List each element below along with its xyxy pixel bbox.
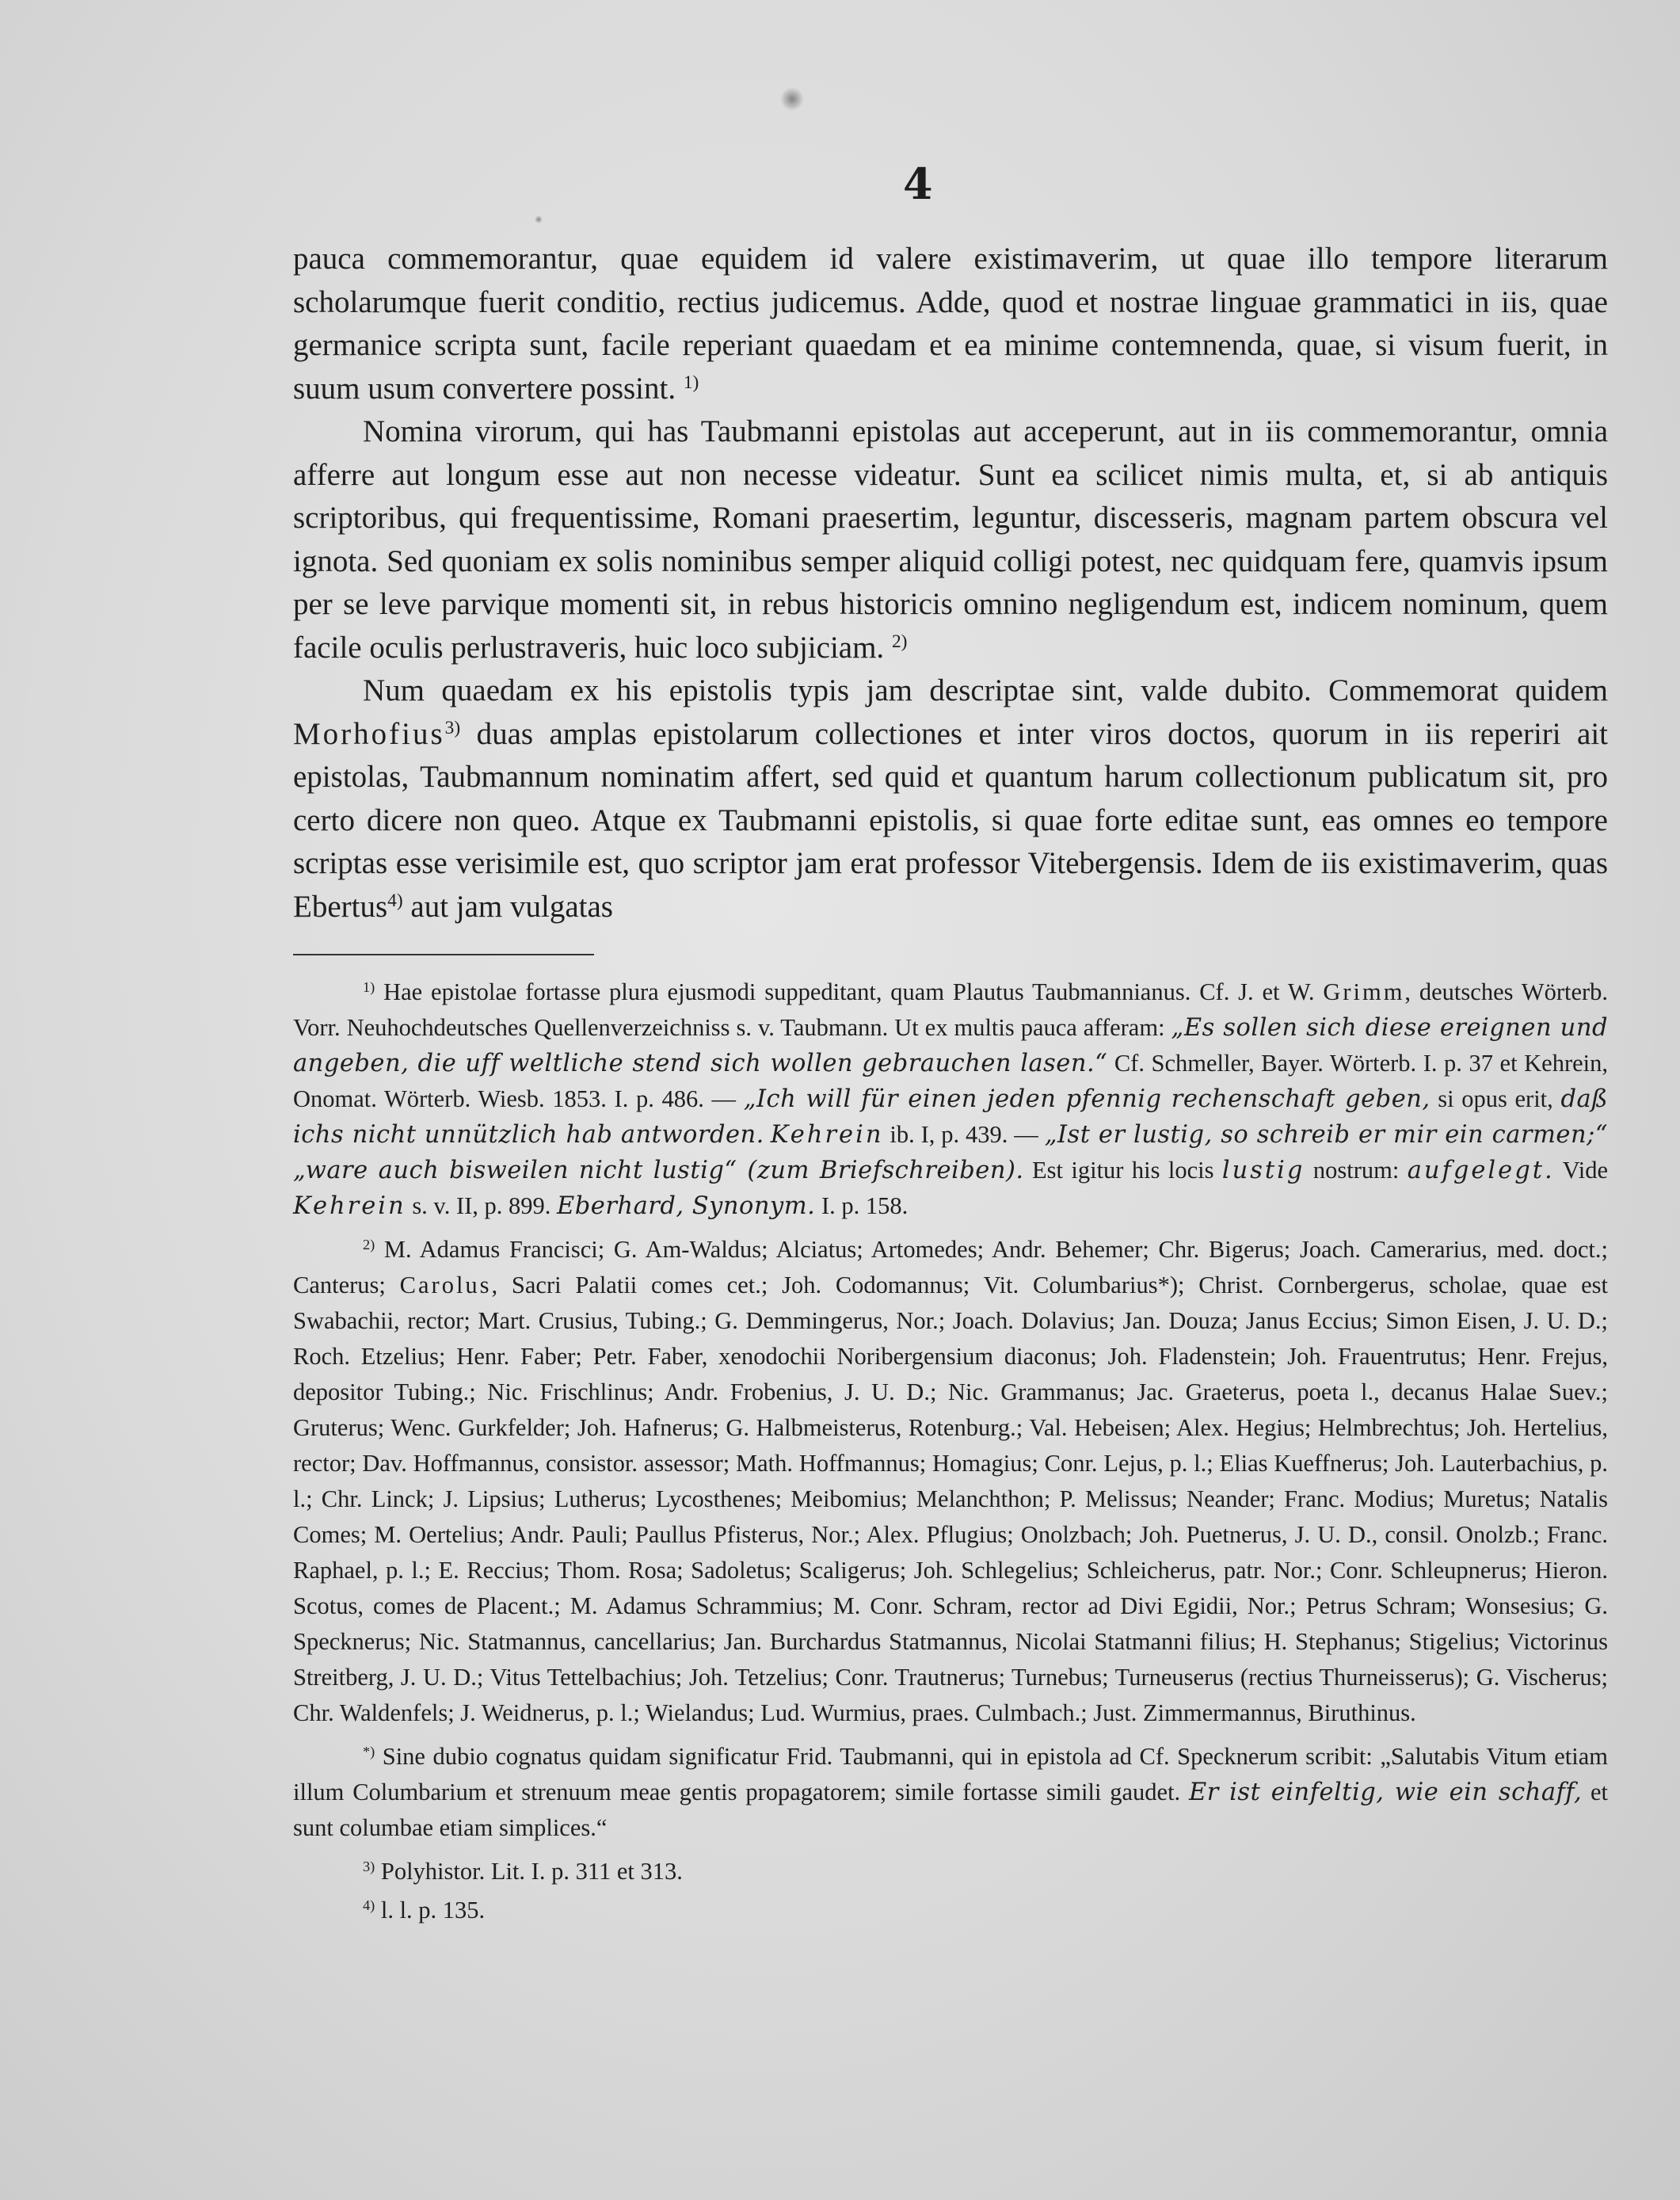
main-text [293,238,1608,928]
footnote-ref-3: 3) [444,717,461,738]
footnote-star-text-a: Sine dubio cognatus quidam significatur Frid. Taubmanni, qui in epistola ad Cf. Specknerum scribit: „Salutabis Vitum etiam illum Columbarium et strenuum meae gentis propagatorem; simile fortasse simili gaudet. [293,1743,1609,1805]
footnote-1-text-e: ib. I, p. 439. — [890,1121,1038,1148]
footnote-1-mark: 1) [363,978,375,995]
ink-speck [535,215,543,223]
footnote-4-text: l. l. p. 135. [380,1897,486,1924]
footnote-1-quote-2: „Ich will für einen jeden pfennig rechenschaft geben, [743,1085,1430,1113]
paragraph-1 [293,238,1608,410]
footnote-ref-1: 1) [683,372,699,393]
footnote-1-text-j: I. p. 158. [821,1192,909,1219]
footnote-1-text-f: Est igitur his locis [1032,1157,1214,1184]
footnote-1-quote-3: daß ichs nicht unnützlich hab antworden. [293,1085,1609,1149]
footnote-1-quote-1: „Es sollen sich diese ereignen und angeben, die uff weltliche stend sich wollen gebrauchen lasen.“ [293,1014,1608,1077]
footnote-1-text-c: Cf. Schmeller, Bayer. Wörterb. I. p. 37 et Kehrein, Onomat. Wörterb. Wiesb. 1853. I. p. 486. — [293,1050,1608,1112]
footnote-1-eberhard: Eberhard, Synonym. [557,1192,816,1220]
paragraph-3 [293,669,1608,928]
footnote-1-quote-5: lustig [1221,1157,1305,1184]
footnote-1-quote-4: „Ist er lustig, so schreib er mir ein carmen;“ „ware auch bisweilen nicht lustig“ (zum Briefschreiben). [293,1121,1608,1184]
paragraph-2-text: Nomina virorum, qui has Taubmanni epistolas aut acceperunt, aut in iis commemorantur, omnia afferre aut longum esse aut non necesse videatur. Sunt ea scilicet nimis multa, et, si ab antiquis scriptoribus, qui frequentissime, Romani praesertim, leguntur, discesseris, magnam partem obscura vel ignota. Sed quoniam ex solis nominibus semper aliquid colligi potest, nec quidquam fere, quamvis ipsum per se leve parvique momenti sit, in rebus historicis omnino negligendum est, indicem nominum, quem facile oculis perlustraveris, huic loco subjiciam. [293,414,1608,665]
paragraph-2 [293,410,1608,669]
footnote-1-kehrein-2: Kehrein [293,1192,406,1220]
footnote-2-carolus: Carolus [399,1272,492,1298]
paragraph-3-text-c: aut jam vulgatas [410,889,613,924]
footnote-1-grimm: Grimm [1323,978,1405,1005]
footnote-ref-4: 4) [387,890,403,911]
footnote-star-mark: *) [363,1743,375,1760]
footnote-3-mark: 3) [363,1858,375,1874]
footnote-star-text-b: et sunt columbae etiam simplices.“ [293,1779,1608,1841]
footnote-1-text-g: nostrum: [1312,1157,1400,1184]
footnote-3 [293,1854,1608,1889]
footnote-4 [293,1893,1608,1928]
footnote-4-mark: 4) [363,1897,375,1913]
footnote-divider [293,954,594,955]
footnote-ref-2: 2) [891,631,908,652]
footnote-1-text-i: s. v. II, p. 899. [412,1192,551,1219]
paragraph-3-text-a: Num quaedam ex his epistolis typis jam descriptae sint, valde dubito. Commemorat quidem [363,673,1608,707]
footnote-2-mark: 2) [363,1236,375,1253]
footnote-2-text-b: , Sacri Palatii comes cet.; Joh. Codomannus; Vit. Columbarius*); Christ. Cornbergerus, scholae, quae est Swabachii, rector; Mart. Crusius, Tubing.; G. Demmingerus, Nor.; Joach. Dolavius; Jan. Douza; Janus Eccius; Simon Eisen, J. U. D.; Roch. Etzelius; Henr. Faber; Petr. Faber, xenodochii Noribergensium diaconus; Joh. Fladenstein; Joh. Frauentrutus; Henr. Frejus, depositor Tubing.; Nic. Frischlinus; Andr. Frobenius, J. U. D.; Nic. Grammanus; Jac. Graeterus, poeta l., decanus Halae Suev.; Gruterus; Wenc. Gurkfelder; Joh. Hafnerus; G. Halbmeisterus, Rotenburg.; Val. Hebeisen; Alex. Hegius; Helmbrechtus; Joh. Hertelius, rector; Dav. Hoffmannus, consistor. assessor; Math. Hoffmannus; Homagius; Conr. Lejus, p. l.; Elias Kueffnerus; Joh. Lauterbachius, p. l.; Chr. Linck; J. Lipsius; Lutherus; Lycosthenes; Meibomius; Melanchthon; P. Melissus; Neander; Franc. Modius; Muretus; Natalis Comes; M. Oertelius; Andr. Pauli; Paullus Pfisterus, Nor.; Alex. Pflugius; Onolzbach; Joh. Puetnerus, J. U. D., consil. Onolzb.; Franc. Raphael, p. l.; E. Reccius; Thom. Rosa; Sadoletus; Scaligerus; Joh. Schlegelius; Schleicherus, patr. Nor.; Conr. Schleupnerus; Hieron. Scotus, comes de Placent.; M. Adamus Schrammius; M. Conr. Schram, rector ad Divi Egidii, Nor.; Petrus Schram; Wonsesius; G. Specknerus; Nic. Statmannus, cancellarius; Jan. Burchardus Statmannus, Nicolai Statmanni filius; H. Stephanus; Stigelius; Victorinus Streitberg, J. U. D.; Vitus Tettelbachius; Joh. Tetzelius; Conr. Trautnerus; Turnebus; Turneuserus (rectius Thurneisserus); G. Vischerus; Chr. Waldenfels; J. Weidnerus, p. l.; Wielandus; Lud. Wurmius, praes. Culmbach.; Just. Zimmermannus, Biruthinus. [293,1272,1609,1726]
footnote-1-quote-6: aufgelegt. [1407,1157,1555,1184]
footnote-1-kehrein-1: Kehrein [770,1121,884,1149]
footnote-1-text-d: si opus erit, [1438,1085,1553,1112]
page-number: 4 [903,158,933,209]
footnote-2-text-a: M. Adamus Francisci; G. Am-Waldus; Alciatus; Artomedes; Andr. Behemer; Chr. Bigerus; Joach. Camerarius, med. doct.; Canterus; [293,1236,1608,1298]
footnote-2 [293,1232,1608,1731]
footnote-1 [293,974,1608,1224]
ink-smudge [780,87,804,111]
footnote-1-text-h: Vide [1562,1157,1609,1184]
paragraph-3-text-b: duas amplas epistolarum collectiones et inter viros doctos, quorum in iis reperiri ait epistolas, Taubmannum nominatim affert, sed quid et quantum harum collectionum publicatum sit, pro certo dicere non queo. Atque ex Taubmanni epistolis, si quae forte editae sunt, eas omnes eo tempore scriptas esse verisimile est, quo scriptor jam erat professor Vitebergensis. Idem de iis existimaverim, quas Ebertus [293,716,1608,924]
footnote-1-text-a: Hae epistolae fortasse plura ejusmodi suppeditant, quam Plautus Taubmannianus. Cf. J. et W. [383,978,1315,1005]
name-morhofius: Morhofius [293,716,445,751]
footnotes [293,974,1608,1931]
paragraph-1-text: pauca commemorantur, quae equidem id valere existimaverim, ut quae illo tempore literarum scholarumque fuerit conditio, rectius judicemus. Adde, quod et nostrae linguae grammatici in iis, quae germanice scripta sunt, facile reperiant quaedam et ea minime contemnenda, quae, si visum fuerit, in suum usum convertere possint. [293,242,1608,406]
footnote-star [293,1739,1608,1846]
footnote-3-text: Polyhistor. Lit. I. p. 311 et 313. [380,1858,683,1885]
footnote-1-text-b: , deutsches Wörterb. Vorr. Neuhochdeutsches Quellenverzeichniss s. v. Taubmann. Ut ex multis pauca afferam: [293,978,1609,1041]
footnote-star-quote: Er ist einfeltig, wie ein schaff, [1188,1779,1583,1806]
